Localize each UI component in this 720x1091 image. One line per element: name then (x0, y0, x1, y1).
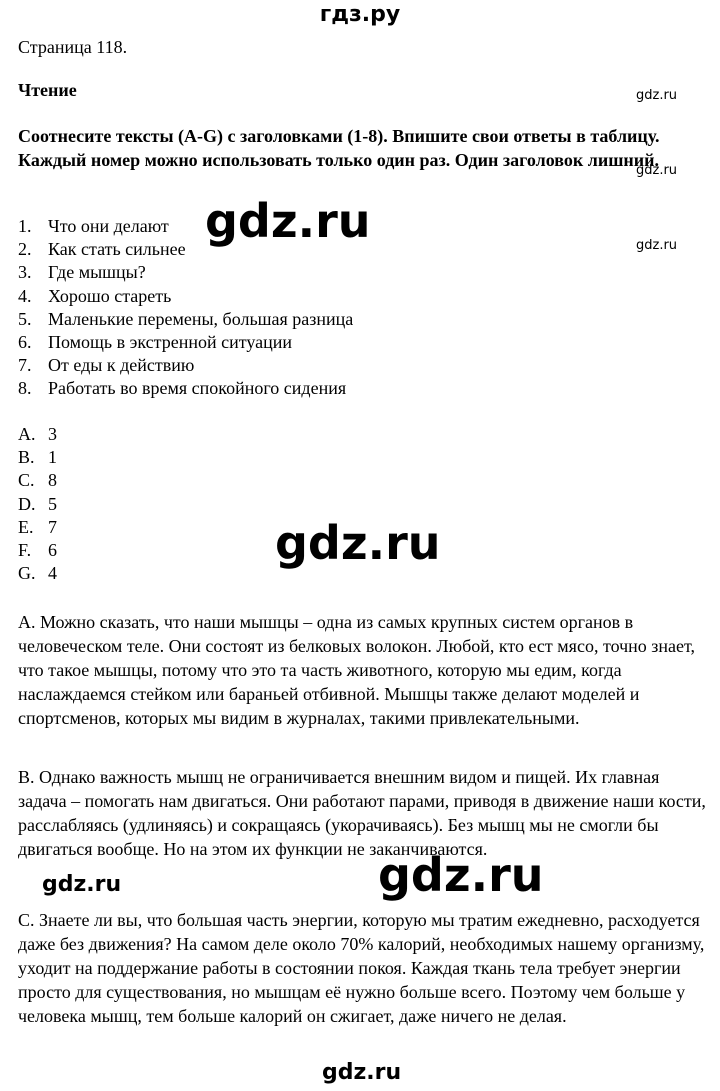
answers-list (18, 423, 57, 585)
item-number: 2. (18, 239, 32, 260)
answer-letter: F. (18, 540, 32, 561)
item-number: 7. (18, 355, 32, 376)
paragraph-b: B. Однако важность мышц не ограничивается внешним видом и пищей. Их главная задача – помогать нам двигаться. Они работают парами, приводя в движение наши кости, расслабляясь (удлиняясь) и сокращаясь (укорачиваясь). Без мышц мы не смогли бы двигаться вообще. Но на этом их функции не заканчиваются. (18, 767, 706, 859)
item-text: Маленькие перемены, большая разница (48, 308, 354, 329)
answer-row (18, 446, 57, 469)
answer-value: 3 (48, 424, 57, 444)
item-number: 3. (18, 262, 32, 283)
item-number: 8. (18, 378, 32, 399)
item-text: Как стать сильнее (48, 239, 186, 260)
item-number: 5. (18, 308, 32, 329)
item-number: 1. (18, 216, 32, 236)
list-item (18, 354, 353, 377)
item-text: Работать во время спокойного сидения (48, 378, 347, 399)
answer-value: 4 (48, 563, 57, 584)
answer-letter: B. (18, 447, 35, 468)
answer-row (18, 423, 57, 446)
watermark: gdz.ru (205, 194, 371, 248)
site-header: гдз.ру (319, 2, 401, 27)
list-item (18, 261, 353, 284)
list-item (18, 308, 353, 331)
item-text: Хорошо стареть (48, 285, 172, 306)
watermark: gdz.ru (636, 163, 678, 178)
answer-value: 7 (48, 516, 57, 537)
answer-row (18, 493, 57, 516)
item-text: Помощь в экстренной ситуации (48, 332, 293, 353)
answer-letter: E. (18, 516, 34, 537)
watermark: gdz.ru (42, 872, 122, 897)
item-number: 4. (18, 285, 32, 306)
answer-value: 5 (48, 493, 57, 514)
watermark: gdz.ru (636, 238, 678, 253)
watermark: gdz.ru (322, 1060, 402, 1085)
answer-row (18, 469, 57, 492)
answer-letter: A. (18, 424, 36, 444)
item-text: Что они делают (48, 216, 169, 236)
answer-row (18, 562, 57, 585)
item-text: Где мышцы? (48, 262, 146, 283)
page-label: Страница 118. (18, 37, 128, 57)
paragraph-a: A. Можно сказать, что наши мышцы – одна из самых крупных систем органов в человеческом теле. Они состоят из белковых волокон. Любой, кто ест мясо, точно знает, что такое мышцы, потому что это та часть животного, которую мы едим, когда наслаждаемся стейком или бараньей отбивной. Мышцы также делают моделей и спортсменов, которых мы видим в журналах, такими привлекательными. (18, 612, 696, 728)
item-number: 6. (18, 332, 32, 353)
answer-row (18, 539, 57, 562)
list-item (18, 377, 353, 400)
item-text: От еды к действию (48, 355, 195, 376)
answer-value: 8 (48, 470, 57, 491)
list-item (18, 331, 353, 354)
answer-value: 1 (48, 447, 57, 468)
watermark: gdz.ru (378, 848, 544, 902)
watermark: gdz.ru (275, 516, 441, 570)
answer-value: 6 (48, 540, 57, 561)
answer-row (18, 516, 57, 539)
task-instructions: Соотнесите тексты (A-G) с заголовками (1-8). Впишите свои ответы в таблицу. Каждый номер можно использовать только один раз. Один заголовок лишний. (18, 126, 660, 170)
section-title: Чтение (18, 80, 77, 100)
answer-letter: D. (18, 493, 36, 514)
answer-letter: C. (18, 470, 35, 491)
answer-letter: G. (18, 563, 36, 584)
paragraph-c: C. Знаете ли вы, что большая часть энергии, которую мы тратим ежедневно, расходуется даже без движения? На самом деле около 70% калорий, необходимых нашему организму, уходит на поддержание работы в состоянии покоя. Каждая ткань тела требует энергии просто для существования, но мышцам её нужно больше всего. Поэтому чем больше у человека мышц, тем больше калорий он сжигает, даже ничего не делая. (18, 910, 705, 1026)
watermark: gdz.ru (636, 88, 678, 103)
list-item (18, 285, 353, 308)
